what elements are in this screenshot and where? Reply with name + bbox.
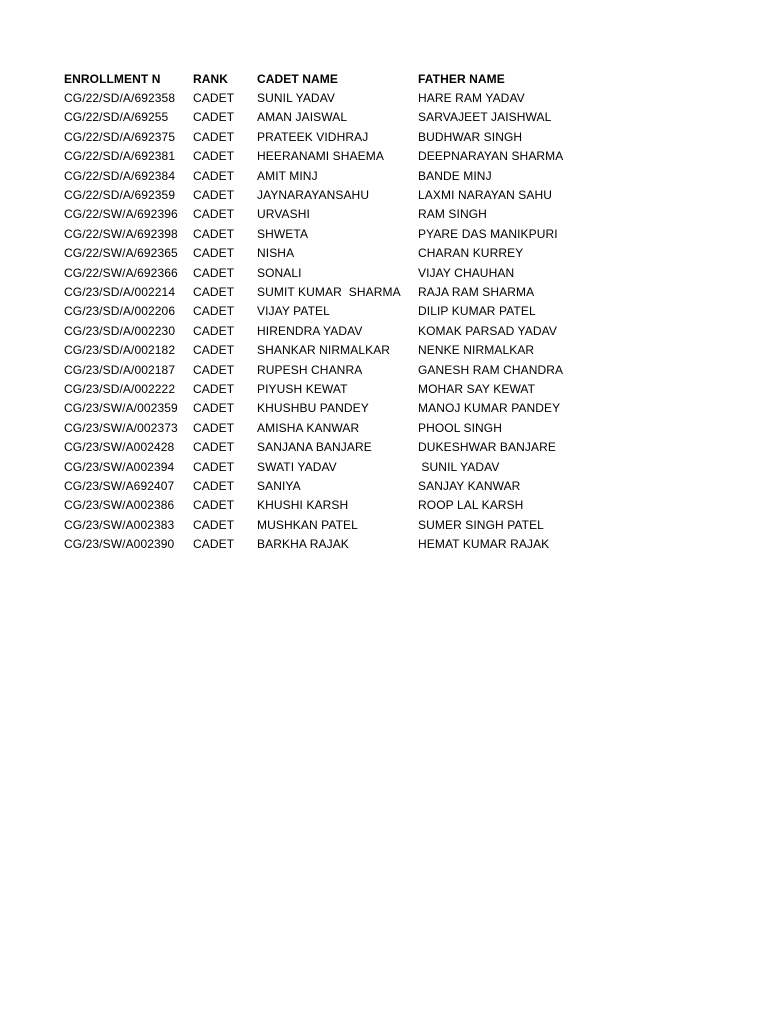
- cell-father-name: SUNIL YADAV: [418, 459, 500, 474]
- cell-rank: CADET: [193, 149, 235, 164]
- cell-cadet-name: MUSHKAN PATEL: [257, 517, 358, 532]
- cell-cadet-name: SANJANA BANJARE: [257, 440, 372, 455]
- table-row: [64, 476, 598, 495]
- cell-father-name: MANOJ KUMAR PANDEY: [418, 401, 561, 416]
- cell-rank: CADET: [193, 459, 235, 474]
- cell-cadet-name: SONALI: [257, 265, 302, 280]
- cell-rank: CADET: [193, 343, 235, 358]
- cell-father-name: PHOOL SINGH: [418, 420, 503, 435]
- cell-father-name: KOMAK PARSAD YADAV: [418, 323, 557, 338]
- cell-father-name: SUMER SINGH PATEL: [418, 517, 544, 532]
- cell-cadet-name: RUPESH CHANRA: [257, 362, 363, 377]
- cell-cadet-name: PIYUSH KEWAT: [257, 381, 348, 396]
- table-row: [64, 185, 598, 204]
- cell-rank: CADET: [193, 478, 235, 493]
- cell-rank: CADET: [193, 207, 235, 222]
- table-row: [64, 457, 598, 476]
- cell-enrollment: CG/23/SW/A692407: [64, 478, 175, 493]
- cell-cadet-name: SUMIT KUMAR SHARMA: [257, 284, 401, 299]
- table-row: [64, 147, 598, 166]
- cell-cadet-name: KHUSHI KARSH: [257, 498, 349, 513]
- cell-father-name: CHARAN KURREY: [418, 246, 524, 261]
- cell-enrollment: CG/23/SW/A/002373: [64, 420, 178, 435]
- cell-enrollment: CG/23/SD/A/002230: [64, 323, 176, 338]
- table-row: [64, 360, 598, 379]
- cell-cadet-name: PRATEEK VIDHRAJ: [257, 129, 369, 144]
- cell-father-name: NENKE NIRMALKAR: [418, 343, 535, 358]
- table-row: [64, 379, 598, 398]
- cell-enrollment: CG/23/SD/A/002187: [64, 362, 176, 377]
- cell-enrollment: CG/22/SD/A/692381: [64, 149, 176, 164]
- cell-father-name: DUKESHWAR BANJARE: [418, 440, 556, 455]
- table-row: [64, 399, 598, 418]
- cell-enrollment: CG/22/SD/A/692358: [64, 91, 176, 106]
- cell-enrollment: CG/22/SD/A/69255: [64, 110, 169, 125]
- header-father-name: FATHER NAME: [418, 71, 505, 86]
- table-body: [64, 88, 598, 553]
- cell-father-name: SARVAJEET JAISHWAL: [418, 110, 552, 125]
- cell-cadet-name: SANIYA: [257, 478, 301, 493]
- cell-father-name: BANDE MINJ: [418, 168, 492, 183]
- cell-rank: CADET: [193, 440, 235, 455]
- cell-rank: CADET: [193, 362, 235, 377]
- cell-enrollment: CG/23/SD/A/002182: [64, 343, 176, 358]
- cell-cadet-name: URVASHI: [257, 207, 310, 222]
- cell-father-name: LAXMI NARAYAN SAHU: [418, 188, 553, 203]
- cell-father-name: DEEPNARAYAN SHARMA: [418, 149, 564, 164]
- cell-cadet-name: SUNIL YADAV: [257, 91, 336, 106]
- cell-father-name: GANESH RAM CHANDRA: [418, 362, 564, 377]
- table-row: [64, 282, 598, 301]
- table-row: [64, 108, 598, 127]
- table-row: [64, 496, 598, 515]
- cell-cadet-name: AMAN JAISWAL: [257, 110, 348, 125]
- cell-enrollment: CG/22/SW/A/692398: [64, 226, 178, 241]
- cell-cadet-name: HIRENDRA YADAV: [257, 323, 363, 338]
- table-row: [64, 244, 598, 263]
- cell-father-name: PYARE DAS MANIKPURI: [418, 226, 558, 241]
- cell-cadet-name: AMIT MINJ: [257, 168, 318, 183]
- cell-rank: CADET: [193, 226, 235, 241]
- cell-father-name: SANJAY KANWAR: [418, 478, 521, 493]
- cell-enrollment: CG/23/SW/A002386: [64, 498, 175, 513]
- cell-enrollment: CG/23/SD/A/002214: [64, 284, 176, 299]
- cell-father-name: MOHAR SAY KEWAT: [418, 381, 536, 396]
- table-row: [64, 224, 598, 243]
- cell-cadet-name: KHUSHBU PANDEY: [257, 401, 369, 416]
- table-row: [64, 205, 598, 224]
- cell-rank: CADET: [193, 304, 235, 319]
- table-row: [64, 321, 598, 340]
- cell-enrollment: CG/22/SD/A/692359: [64, 188, 176, 203]
- table-row: [64, 127, 598, 146]
- table-row: [64, 340, 598, 359]
- cell-rank: CADET: [193, 91, 235, 106]
- header-enrollment: ENROLLMENT N: [64, 71, 161, 86]
- cell-enrollment: CG/23/SW/A002390: [64, 537, 175, 552]
- cell-enrollment: CG/22/SW/A/692396: [64, 207, 178, 222]
- cell-cadet-name: SHANKAR NIRMALKAR: [257, 343, 391, 358]
- cell-enrollment: CG/22/SD/A/692375: [64, 129, 176, 144]
- cell-cadet-name: SHWETA: [257, 226, 309, 241]
- cell-cadet-name: VIJAY PATEL: [257, 304, 330, 319]
- cell-enrollment: CG/22/SW/A/692366: [64, 265, 178, 280]
- header-cadet-name: CADET NAME: [257, 71, 338, 86]
- table-header-row: [64, 69, 598, 88]
- table-row: [64, 437, 598, 456]
- cell-enrollment: CG/23/SW/A/002359: [64, 401, 178, 416]
- table-row: [64, 515, 598, 534]
- cell-father-name: BUDHWAR SINGH: [418, 129, 523, 144]
- cell-rank: CADET: [193, 517, 235, 532]
- cell-cadet-name: JAYNARAYANSAHU: [257, 188, 370, 203]
- cell-father-name: RAJA RAM SHARMA: [418, 284, 535, 299]
- cell-rank: CADET: [193, 323, 235, 338]
- cell-rank: CADET: [193, 168, 235, 183]
- cell-cadet-name: SWATI YADAV: [257, 459, 337, 474]
- cell-father-name: HARE RAM YADAV: [418, 91, 525, 106]
- cell-enrollment: CG/22/SD/A/692384: [64, 168, 176, 183]
- cell-father-name: RAM SINGH: [418, 207, 487, 222]
- cell-father-name: HEMAT KUMAR RAJAK: [418, 537, 550, 552]
- table-row: [64, 534, 598, 553]
- cell-enrollment: CG/23/SD/A/002206: [64, 304, 176, 319]
- cell-rank: CADET: [193, 498, 235, 513]
- cell-rank: CADET: [193, 265, 235, 280]
- table-row: [64, 263, 598, 282]
- cell-enrollment: CG/23/SW/A002428: [64, 440, 175, 455]
- cell-enrollment: CG/23/SD/A/002222: [64, 381, 176, 396]
- cell-rank: CADET: [193, 537, 235, 552]
- cell-father-name: ROOP LAL KARSH: [418, 498, 524, 513]
- cell-enrollment: CG/23/SW/A002383: [64, 517, 175, 532]
- cell-rank: CADET: [193, 381, 235, 396]
- table-row: [64, 88, 598, 107]
- table-row: [64, 418, 598, 437]
- cadet-table: [64, 69, 598, 554]
- cell-rank: CADET: [193, 246, 235, 261]
- cell-father-name: VIJAY CHAUHAN: [418, 265, 515, 280]
- cell-cadet-name: BARKHA RAJAK: [257, 537, 349, 552]
- cell-cadet-name: NISHA: [257, 246, 295, 261]
- cell-rank: CADET: [193, 188, 235, 203]
- cell-enrollment: CG/23/SW/A002394: [64, 459, 175, 474]
- table-row: [64, 166, 598, 185]
- table-row: [64, 302, 598, 321]
- cell-rank: CADET: [193, 284, 235, 299]
- cell-enrollment: CG/22/SW/A/692365: [64, 246, 178, 261]
- cell-cadet-name: AMISHA KANWAR: [257, 420, 360, 435]
- header-rank: RANK: [193, 71, 229, 86]
- cell-rank: CADET: [193, 401, 235, 416]
- cell-father-name: DILIP KUMAR PATEL: [418, 304, 536, 319]
- cell-cadet-name: HEERANAMI SHAEMA: [257, 149, 384, 164]
- cell-rank: CADET: [193, 129, 235, 144]
- cell-rank: CADET: [193, 420, 235, 435]
- cell-rank: CADET: [193, 110, 235, 125]
